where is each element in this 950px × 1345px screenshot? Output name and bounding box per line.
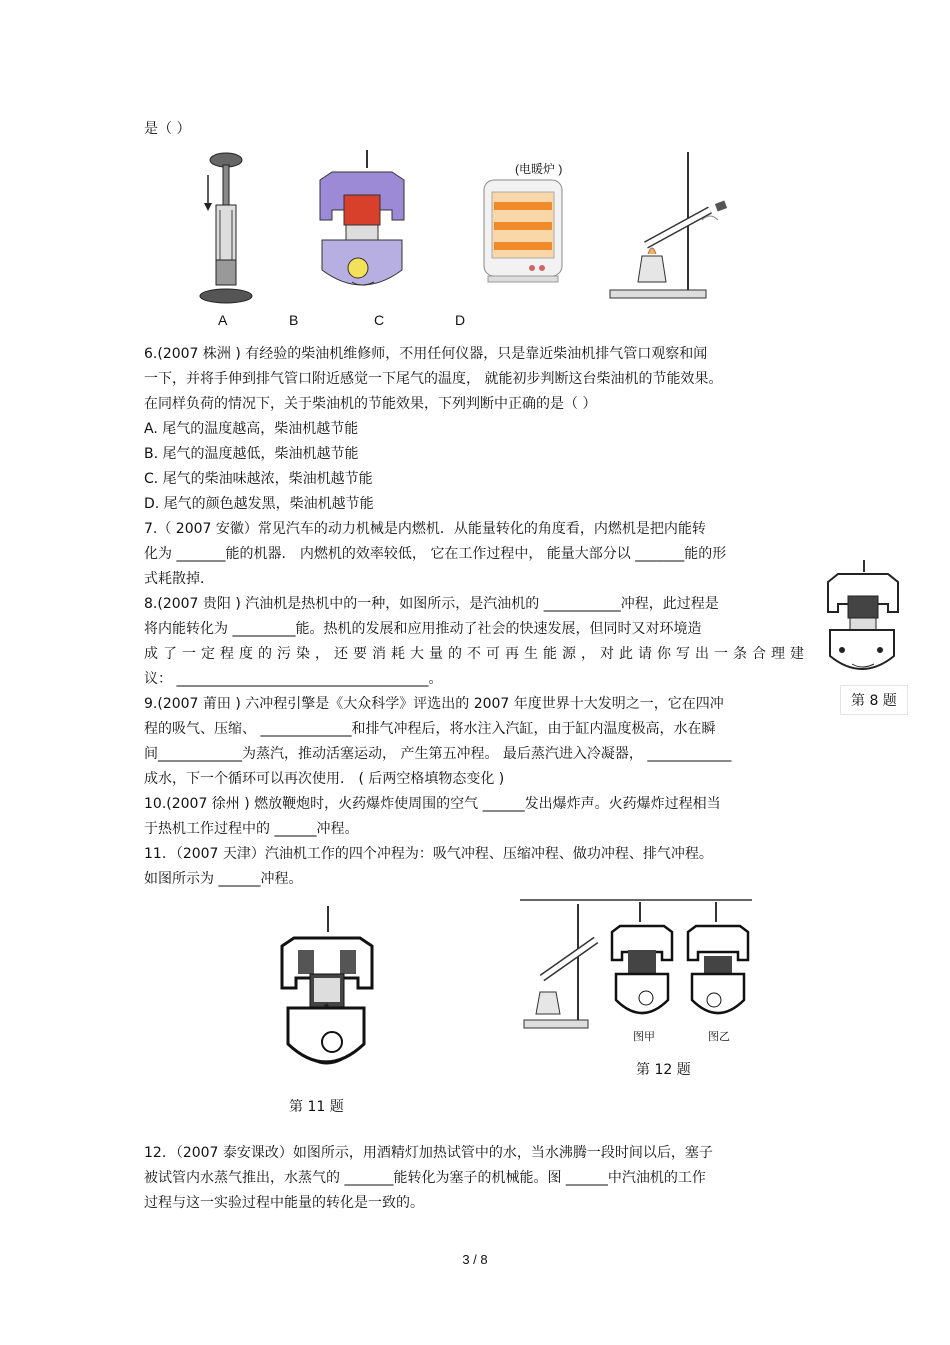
question-11-line-1: 11．（2007 天津）汽油机工作的四个冲程为：吸气冲程、压缩冲程、做功冲程、排气冲程。 bbox=[144, 846, 713, 862]
question-12-line-3: 过程与这一实验过程中能量的转化是一致的。 bbox=[144, 1195, 424, 1211]
question-6-line-3: 在同样负荷的情况下，关于柴油机的节能效果，下列判断中正确的是（ ） bbox=[144, 396, 597, 412]
question-6-option-a: A. 尾气的温度越高，柴油机越节能 bbox=[144, 421, 359, 437]
question-8-line-3: 成了一定程度的污染，还要消耗大量的不可再生能源，对此请你写出一条合理建 bbox=[144, 646, 809, 662]
question-11-line-2: 如图所示为 ______冲程。 bbox=[144, 871, 303, 887]
question-6-line-2: 一下，并将手伸到排气管口附近感觉一下尾气的温度， 就能初步判断这台柴油机的节能效果。 bbox=[144, 371, 723, 387]
heater-label: (电暖炉 ) bbox=[515, 162, 563, 176]
question-8-line-1: 8.(2007 贵阳 ) 汽油机是热机中的一种，如图所示，是汽油机的 ___________冲程，此过程是 bbox=[144, 596, 719, 612]
page-number: 3 / 8 bbox=[462, 1252, 488, 1267]
question-9-line-2: 程的吸气、压缩、 _____________和排气冲程后，将水注入汽缸，由于缸内温度极高，水在瞬 bbox=[144, 721, 716, 737]
question-6-option-c: C. 尾气的柴油味越浓，柴油机越节能 bbox=[144, 471, 373, 487]
figure-pump bbox=[196, 150, 256, 308]
option-label-b: B bbox=[289, 312, 299, 328]
option-label-d: D bbox=[455, 312, 466, 328]
question-10-line-1: 10.(2007 徐州 ) 燃放鞭炮时，火药爆炸使周围的空气 ______发出爆炸声。火药爆炸过程相当 bbox=[144, 796, 721, 812]
question-9-line-4: 成水，下一个循环可以再次使用． ( 后两空格填物态变化 ) bbox=[144, 771, 505, 787]
figure-11-engine bbox=[276, 904, 376, 1084]
question-9-line-1: 9.(2007 莆田 ) 六冲程引擎是《大众科学》评选出的 2007 年度世界十大发明之一，它在四冲 bbox=[144, 696, 724, 712]
figure-engine-compression bbox=[312, 150, 412, 300]
question-6-option-b: B. 尾气的温度越低，柴油机越节能 bbox=[144, 446, 359, 462]
question-12-line-2: 被试管内水蒸气推出，水蒸气的 _______能转化为塞子的机械能。图 ______中汽油机的工作 bbox=[144, 1170, 706, 1186]
question-5-tail: 是（ ） bbox=[144, 121, 191, 137]
question-8-line-4: 议： ____________________________________。 bbox=[144, 671, 443, 687]
question-12-line-1: 12．（2007 泰安课改）如图所示，用酒精灯加热试管中的水，当水沸腾一段时间以后，塞子 bbox=[144, 1145, 713, 1161]
question-10-line-2: 于热机工作过程中的 ______冲程。 bbox=[144, 821, 359, 837]
question-6-option-d: D. 尾气的颜色越发黑，柴油机越节能 bbox=[144, 496, 374, 512]
figure-11-caption: 第 11 题 bbox=[289, 1099, 344, 1115]
figure-8-engine bbox=[822, 560, 902, 682]
question-6-line-1: 6.(2007 株洲 ) 有经验的柴油机维修师，不用任何仪器，只是靠近柴油机排气管口观察和闻 bbox=[144, 346, 708, 362]
figure-12-label-yi: 图乙 bbox=[708, 1030, 730, 1043]
question-7-line-2: 化为 _______能的机器． 内燃机的效率较低， 它在工作过程中， 能量大部分以 _______能的形 bbox=[144, 546, 727, 562]
figure-12-apparatus bbox=[520, 896, 756, 1046]
figure-test-tube-steam bbox=[606, 150, 750, 302]
figure-8-caption: 第 8 题 bbox=[840, 685, 908, 715]
figure-12-label-jia: 图甲 bbox=[633, 1030, 655, 1043]
figure-electric-heater bbox=[480, 178, 566, 290]
option-label-c: C bbox=[374, 312, 385, 328]
question-7-line-1: 7.（ 2007 安徽）常见汽车的动力机械是内燃机．从能量转化的角度看，内燃机是把内能转 bbox=[144, 521, 706, 537]
question-7-line-3: 式耗散掉． bbox=[144, 571, 214, 587]
option-label-a: A bbox=[218, 312, 228, 328]
question-8-line-2: 将内能转化为 _________能。热机的发展和应用推动了社会的快速发展，但同时又对环境造 bbox=[144, 621, 702, 637]
question-9-line-3: 间____________为蒸汽，推动活塞运动， 产生第五冲程。 最后蒸汽进入冷凝器， ____________ bbox=[144, 746, 732, 762]
figure-12-caption: 第 12 题 bbox=[636, 1062, 691, 1078]
